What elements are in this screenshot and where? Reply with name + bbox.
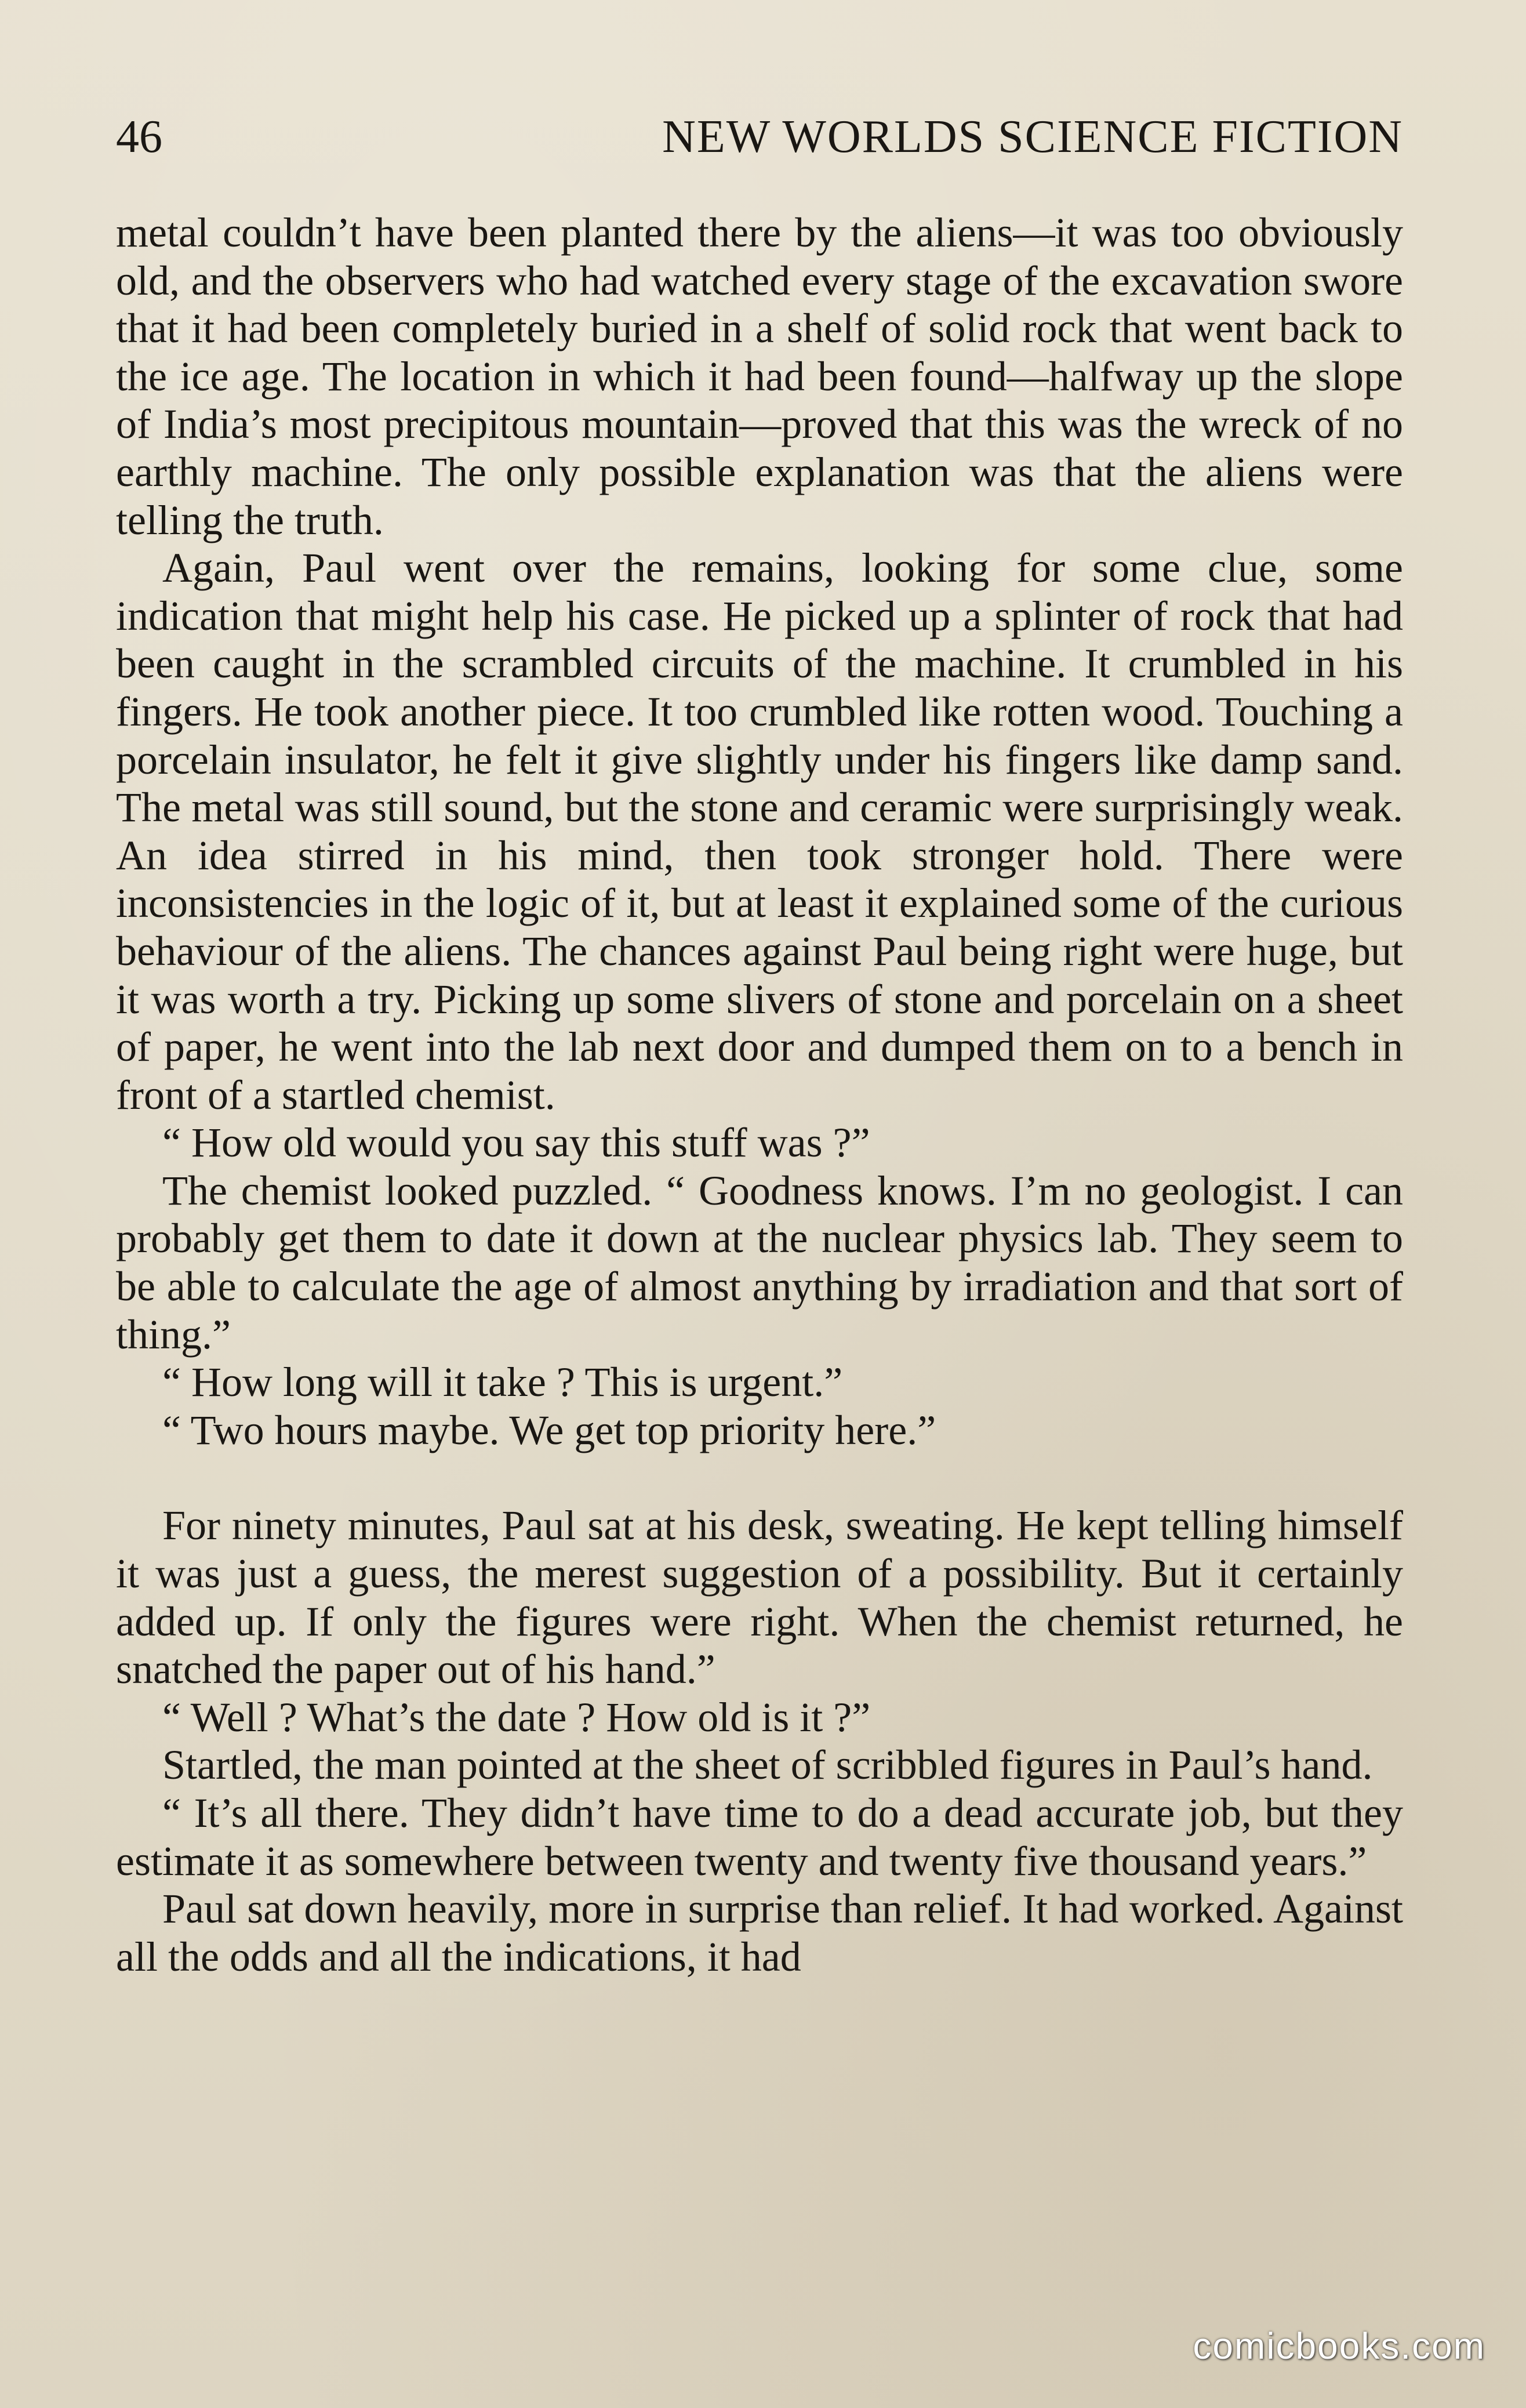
paragraph: “ It’s all there. They didn’t have time to do a dead accurate job, but they estimate it as somewhere between twenty and twenty five thousand years.”	[116, 1790, 1403, 1884]
body-text	[116, 209, 1403, 1981]
paragraph: “ How old would you say this stuff was ?”	[162, 1119, 870, 1166]
page-header	[116, 102, 1403, 172]
paragraph: “ Two hours maybe. We get top priority here.”	[162, 1406, 936, 1453]
page-number: 46	[116, 111, 162, 162]
paragraph: The chemist looked puzzled. “ Goodness knows. I’m no geologist. I can probably get them to date it down at the nuclear physics lab. They seem to be able to calculate the age of almost anything by irradiation and that sort of thing.”	[116, 1167, 1403, 1358]
paragraph: Startled, the man pointed at the sheet of scribbled figures in Paul’s hand.	[162, 1742, 1373, 1789]
running-head: NEW WORLDS SCIENCE FICTION	[662, 111, 1403, 162]
paragraph: “ How long will it take ? This is urgent.”	[162, 1359, 843, 1406]
paragraph: For ninety minutes, Paul sat at his desk, sweating. He kept telling himself it was just a guess, the merest suggestion of a possibility. But it certainly added up. If only the figures were right. When the chemist returned, he snatched the paper out of his hand.”	[116, 1502, 1403, 1693]
paragraph: Again, Paul went over the remains, looking for some clue, some indication that might help his case. He picked up a splinter of rock that had been caught in the scrambled circuits of the machine. It crumbled in his fingers. He took another piece. It too crumbled like rotten wood. Touching a porcelain insulator, he felt it give slightly under his fingers like damp sand. The metal was still sound, but the stone and ceramic were surprisingly weak. An idea stirred in his mind, then took stronger hold. There were inconsistencies in the logic of it, but at least it explained some of the curious behaviour of the aliens. The chances against Paul being right were huge, but it was worth a try. Picking up some slivers of stone and porcelain on a sheet of paper, he went into the lab next door and dumped them on to a bench in front of a startled chemist.	[116, 545, 1403, 1118]
watermark: comicbooks.com	[1193, 2325, 1485, 2367]
paragraph: Paul sat down heavily, more in surprise than relief. It had worked. Against all the odds and all the indications, it had	[116, 1885, 1403, 1980]
paragraph: metal couldn’t have been planted there by the aliens—it was too obviously old, and the observers who had watched every stage of the excavation swore that it had been completely buried in a shelf of solid rock that went back to the ice age. The location in which it had been found—halfway up the slope of India’s most precipitous mountain—proved that this was the wreck of no earthly machine. The only possible explanation was that the aliens were telling the truth.	[116, 209, 1403, 543]
paragraph: “ Well ? What’s the date ? How old is it ?”	[162, 1693, 871, 1740]
